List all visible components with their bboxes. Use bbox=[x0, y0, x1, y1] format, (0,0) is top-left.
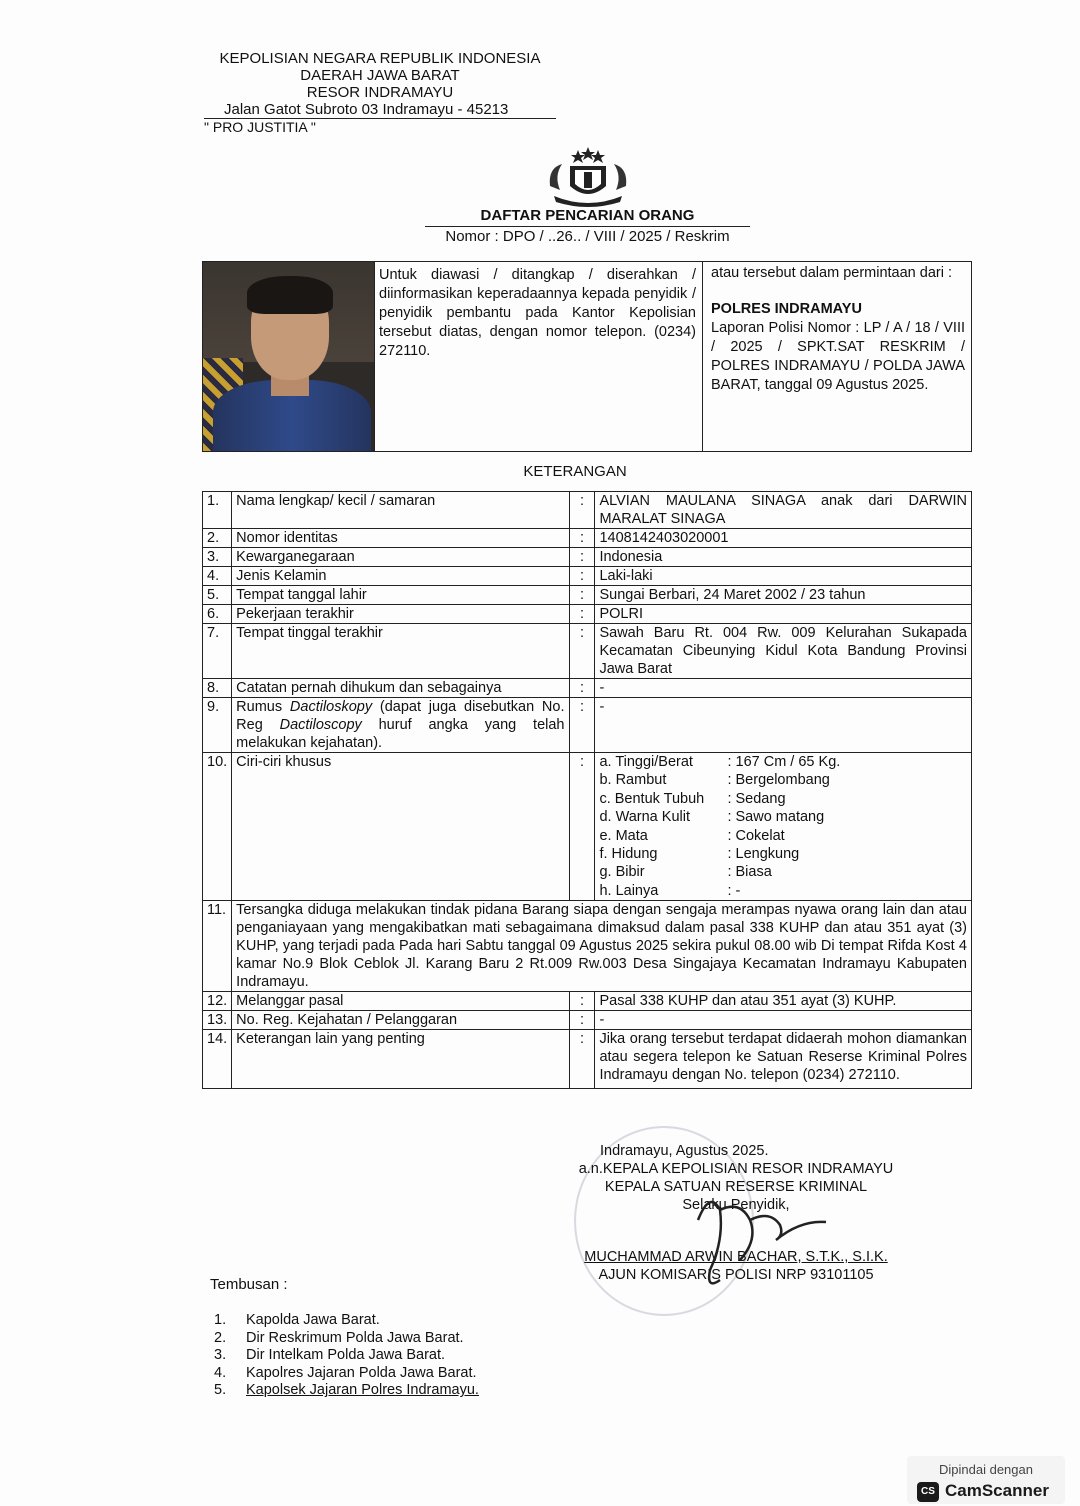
row-value: 1408142403020001 bbox=[595, 529, 972, 548]
row-value: Pasal 338 KUHP dan atau 351 ayat (3) KUHP. bbox=[595, 992, 972, 1011]
tembusan-title: Tembusan : bbox=[210, 1276, 288, 1293]
signature-line-1: a.n.KEPALA KEPOLISIAN RESOR INDRAMAYU bbox=[578, 1161, 894, 1177]
details-table bbox=[202, 491, 972, 1089]
row-label: Keterangan lain yang penting bbox=[232, 1030, 569, 1089]
row-value: Sawah Baru Rt. 004 Rw. 009 Kelurahan Sukapada Kecamatan Cibeunying Kidul Kota Bandung Provinsi Jawa Barat bbox=[595, 624, 972, 679]
document-number: Nomor : DPO / ..26.. / VIII / 2025 / Reskrim bbox=[425, 226, 750, 245]
row-number: 11. bbox=[203, 901, 232, 992]
camscanner-logo-icon: CS bbox=[917, 1482, 939, 1502]
request-section bbox=[703, 262, 971, 451]
row-number: 10. bbox=[203, 753, 232, 901]
row-label: Tempat tinggal terakhir bbox=[232, 624, 569, 679]
letterhead bbox=[204, 50, 556, 136]
police-report: Laporan Polisi Nomor : LP / A / 18 / VIII / 2025 / SPKT.SAT RESKRIM / POLRES INDRAMAYU / POLDA JAWA BARAT, tanggal 09 Agustus 2025. bbox=[711, 320, 965, 393]
row-number: 5. bbox=[203, 586, 232, 605]
row-number: 3. bbox=[203, 548, 232, 567]
list-item: 5. Kapolsek Jajaran Polres Indramayu. bbox=[214, 1382, 479, 1399]
letterhead-address: Jalan Gatot Subroto 03 Indramayu - 45213 bbox=[204, 101, 556, 119]
officer-name: MUCHAMMAD ARWIN BACHAR, S.T.K., S.I.K. bbox=[584, 1249, 888, 1265]
instruction-text: Untuk diawasi / ditangkap / diserahkan / diinformasikan keperadaannya kepada penyidik / penyidik pembantu pada Kantor Kepolisian tersebut diatas, dengan nomor telepon. (0234) 272110. bbox=[375, 262, 703, 451]
row-label: Melanggar pasal bbox=[232, 992, 569, 1011]
table-row bbox=[203, 605, 972, 624]
row-colon: : bbox=[569, 679, 595, 698]
table-row bbox=[203, 992, 972, 1011]
row-colon: : bbox=[569, 492, 595, 529]
row-value: Sungai Berbari, 24 Maret 2002 / 23 tahun bbox=[595, 586, 972, 605]
row-value: - bbox=[595, 679, 972, 698]
row-number: 9. bbox=[203, 698, 232, 753]
police-emblem-icon bbox=[540, 146, 636, 208]
row-number: 8. bbox=[203, 679, 232, 698]
row-label: Tempat tanggal lahir bbox=[232, 586, 569, 605]
row-number: 14. bbox=[203, 1030, 232, 1089]
row-value: Indonesia bbox=[595, 548, 972, 567]
row-colon: : bbox=[569, 548, 595, 567]
requesting-agency: POLRES INDRAMAYU bbox=[711, 301, 862, 317]
row-colon: : bbox=[569, 753, 595, 901]
row-colon: : bbox=[569, 567, 595, 586]
watermark-caption: Dipindai dengan bbox=[939, 1462, 1033, 1477]
row-label: Rumus Dactiloskopy (dapat juga disebutkan No. Reg Dactiloscopy huruf angka yang telah melakukan kejahatan). bbox=[232, 698, 569, 753]
table-row bbox=[203, 753, 972, 901]
row-value: Laki-laki bbox=[595, 567, 972, 586]
trait-item: h. Lainya : - bbox=[599, 882, 741, 899]
row-number: 12. bbox=[203, 992, 232, 1011]
trait-item: d. Warna Kulit : Sawo matang bbox=[599, 809, 825, 826]
tembusan-list bbox=[214, 1312, 479, 1400]
table-row bbox=[203, 1011, 972, 1030]
row-value: Jika orang tersebut terdapat didaerah mohon diamankan atau segera telepon ke Satuan Reserse Kriminal Polres Indramayu dengan No. telepon (0234) 272110. bbox=[595, 1030, 972, 1089]
row-colon: : bbox=[569, 529, 595, 548]
row-label: Nama lengkap/ kecil / samaran bbox=[232, 492, 569, 529]
signature-line-2: KEPALA SATUAN RESERSE KRIMINAL bbox=[604, 1179, 868, 1195]
row-colon: : bbox=[569, 1030, 595, 1089]
trait-item: e. Mata : Cokelat bbox=[599, 827, 785, 844]
table-row bbox=[203, 1030, 972, 1089]
row-number: 6. bbox=[203, 605, 232, 624]
row-value: ALVIAN MAULANA SINAGA anak dari DARWIN MARALAT SINAGA bbox=[595, 492, 972, 529]
table-row bbox=[203, 624, 972, 679]
row-label: Pekerjaan terakhir bbox=[232, 605, 569, 624]
row-colon: : bbox=[569, 1011, 595, 1030]
letterhead-line-1: KEPOLISIAN NEGARA REPUBLIK INDONESIA bbox=[219, 50, 541, 67]
row-colon: : bbox=[569, 698, 595, 753]
row-label: Jenis Kelamin bbox=[232, 567, 569, 586]
signature-place-date: Indramayu, Agustus 2025. bbox=[600, 1143, 769, 1159]
row-value: - bbox=[595, 698, 972, 753]
row-label: Kewarganegaraan bbox=[232, 548, 569, 567]
officer-rank: AJUN KOMISARIS POLISI NRP 93101105 bbox=[598, 1267, 874, 1283]
physical-traits bbox=[595, 753, 972, 901]
row-label: Nomor identitas bbox=[232, 529, 569, 548]
table-row bbox=[203, 586, 972, 605]
table-row bbox=[203, 529, 972, 548]
trait-item: g. Bibir : Biasa bbox=[599, 864, 772, 881]
trait-item: b. Rambut : Bergelombang bbox=[599, 772, 830, 789]
list-item: 2. Dir Reskrimum Polda Jawa Barat. bbox=[214, 1329, 464, 1346]
table-row bbox=[203, 567, 972, 586]
top-section bbox=[202, 261, 972, 452]
list-item: 3. Dir Intelkam Polda Jawa Barat. bbox=[214, 1347, 446, 1364]
suspect-photo bbox=[203, 262, 375, 451]
row-label: Ciri-ciri khusus bbox=[232, 753, 569, 901]
row-number: 4. bbox=[203, 567, 232, 586]
signature-line-3: Selaku Penyidik, bbox=[682, 1197, 790, 1213]
case-description: Tersangka diduga melakukan tindak pidana Barang siapa dengan sengaja merampas nyawa orang lain dan atau penganiayaan yang mengakibatkan mati sebagaimana dimaksud dalam pasal 338 KUHP dan atau 351 ayat (3) KUHP, yang terjadi pada Pada hari Sabtu tanggal 09 Agustus 2025 sekira pukul 08.00 wib Di tempat Rifda Kost 4 kamar No.9 Blok Ceblok Jl. Karang Baru 2 Rt.009 Rw.003 Desa Singajaya Kecamatan Indramayu Kabupaten Indramayu. bbox=[232, 901, 972, 992]
list-item: 1. Kapolda Jawa Barat. bbox=[214, 1312, 380, 1328]
row-colon: : bbox=[569, 624, 595, 679]
row-number: 13. bbox=[203, 1011, 232, 1030]
letterhead-line-2: DAERAH JAWA BARAT bbox=[300, 67, 460, 84]
table-row bbox=[203, 679, 972, 698]
trait-item: c. Bentuk Tubuh : Sedang bbox=[599, 790, 786, 807]
trait-item: f. Hidung : Lengkung bbox=[599, 846, 800, 863]
camscanner-watermark bbox=[907, 1456, 1065, 1504]
row-value: - bbox=[595, 1011, 972, 1030]
row-colon: : bbox=[569, 605, 595, 624]
document-title: DAFTAR PENCARIAN ORANG bbox=[480, 207, 695, 224]
table-row bbox=[203, 698, 972, 753]
row-number: 2. bbox=[203, 529, 232, 548]
table-row bbox=[203, 548, 972, 567]
list-item: 4. Kapolres Jajaran Polda Jawa Barat. bbox=[214, 1364, 477, 1381]
row-label: Catatan pernah dihukum dan sebagainya bbox=[232, 679, 569, 698]
request-intro: atau tersebut dalam permintaan dari : bbox=[711, 265, 952, 281]
row-colon: : bbox=[569, 586, 595, 605]
row-label: No. Reg. Kejahatan / Pelanggaran bbox=[232, 1011, 569, 1030]
row-value: POLRI bbox=[595, 605, 972, 624]
watermark-brand: CamScanner bbox=[945, 1481, 1049, 1500]
row-number: 7. bbox=[203, 624, 232, 679]
row-colon: : bbox=[569, 992, 595, 1011]
pro-justitia: " PRO JUSTITIA " bbox=[204, 119, 316, 135]
handwritten-signature bbox=[680, 1180, 830, 1300]
keterangan-title: KETERANGAN bbox=[523, 463, 627, 480]
trait-item: a. Tinggi/Berat : 167 Cm / 65 Kg. bbox=[599, 754, 841, 770]
letterhead-line-3: RESOR INDRAMAYU bbox=[306, 84, 454, 101]
table-row bbox=[203, 901, 972, 992]
row-number: 1. bbox=[203, 492, 232, 529]
table-row bbox=[203, 492, 972, 529]
